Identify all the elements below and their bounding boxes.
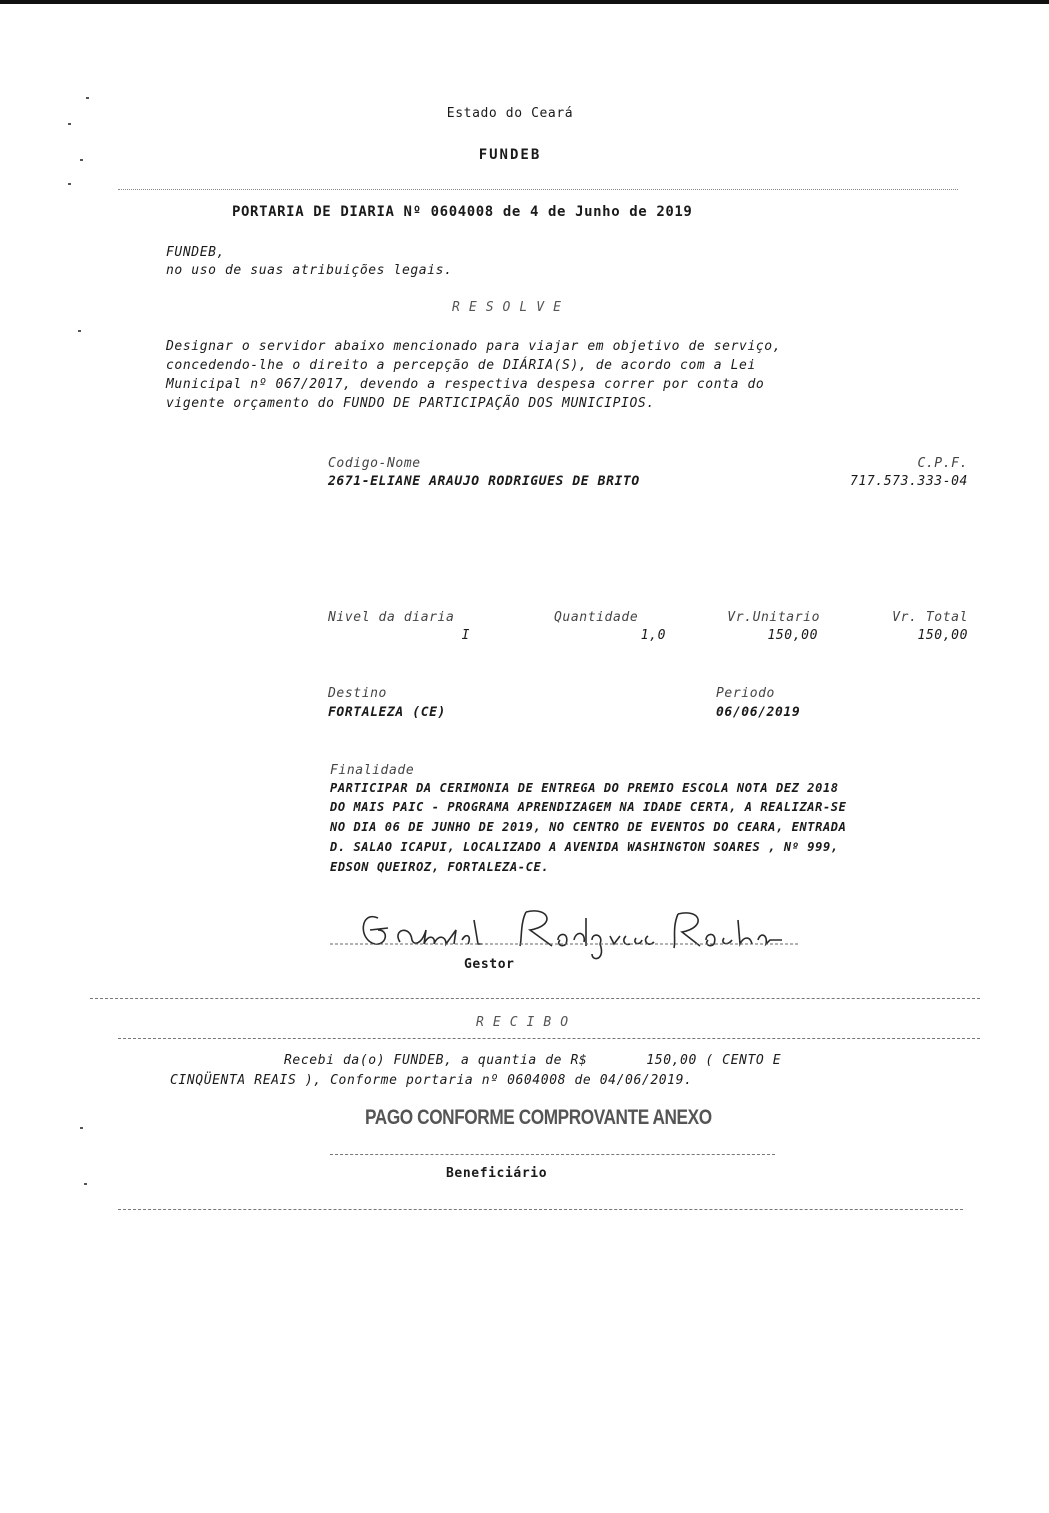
destination-label: Destino: [328, 686, 387, 701]
destination-value: FORTALEZA (CE): [328, 705, 446, 720]
period-label: Periodo: [716, 686, 775, 701]
body-line: Municipal nº 067/2017, devendo a respectiva despesa correr por conta do: [166, 377, 765, 392]
code-name-label: Codigo-Nome: [328, 456, 421, 471]
scan-speck: [80, 1127, 83, 1129]
document-title: PORTARIA DE DIARIA Nº 0604008 de 4 de Junho de 2019: [232, 204, 693, 220]
body-line: Designar o servidor abaixo mencionado para viajar em objetivo de serviço,: [166, 339, 782, 354]
servant-cpf: 717.573.333-04: [850, 474, 968, 489]
state-heading: Estado do Ceará: [446, 106, 574, 121]
attributions-line: no uso de suas atribuições legais.: [166, 263, 453, 278]
purpose-line: NO DIA 06 DE JUNHO DE 2019, NO CENTRO DE EVENTOS DO CEARA, ENTRADA: [330, 820, 847, 834]
servant-code-name: 2671-ELIANE ARAUJO RODRIGUES DE BRITO: [328, 474, 640, 489]
receipt-line: Recebi da(o) FUNDEB, a quantia de R$ 150,00 ( CENTO E: [284, 1053, 782, 1068]
quantity-label: Quantidade: [554, 610, 639, 625]
scan-speck: [68, 123, 71, 125]
total-value: 150,00: [917, 628, 968, 643]
quantity-value: 1,0: [640, 628, 666, 643]
purpose-line: D. SALAO ICAPUI, LOCALIZADO A AVENIDA WASHINGTON SOARES , Nº 999,: [330, 840, 839, 854]
beneficiary-label: Beneficiário: [446, 1166, 548, 1181]
purpose-line: DO MAIS PAIC - PROGRAMA APRENDIZAGEM NA IDADE CERTA, A REALIZAR-SE: [330, 800, 847, 814]
beneficiary-signature-line: [330, 1154, 775, 1155]
receipt-line: CINQÜENTA REAIS ), Conforme portaria nº 0604008 de 04/06/2019.: [170, 1073, 693, 1088]
body-line: vigente orçamento do FUNDO DE PARTICIPAÇÃO DOS MUNICIPIOS.: [166, 396, 655, 411]
level-value: I: [461, 628, 470, 643]
purpose-label: Finalidade: [330, 763, 415, 778]
handwritten-signature: [330, 900, 800, 970]
cpf-label: C.P.F.: [917, 456, 968, 471]
issuer-line: FUNDEB,: [166, 245, 225, 260]
body-line: concedendo-lhe o direito a percepção de DIÁRIA(S), de acordo com a Lei: [166, 358, 756, 373]
period-value: 06/06/2019: [716, 705, 801, 720]
purpose-line: EDSON QUEIROZ, FORTALEZA-CE.: [330, 860, 550, 874]
fund-heading: FUNDEB: [478, 147, 542, 163]
scan-speck: [78, 330, 81, 332]
receipt-heading: R E C I B O: [476, 1015, 569, 1030]
header-divider: [118, 189, 958, 190]
scan-speck: [68, 183, 71, 185]
receipt-divider-top: [90, 998, 980, 999]
unit-price-label: Vr.Unitario: [727, 610, 820, 625]
resolve-heading: R E S O L V E: [452, 300, 562, 315]
scan-speck: [84, 1183, 87, 1185]
scan-top-edge: [0, 0, 1049, 4]
scan-speck: [86, 97, 89, 99]
purpose-line: PARTICIPAR DA CERIMONIA DE ENTREGA DO PREMIO ESCOLA NOTA DEZ 2018: [330, 781, 839, 795]
total-label: Vr. Total: [892, 610, 968, 625]
receipt-divider: [118, 1038, 980, 1039]
level-label: Nivel da diaria: [328, 610, 455, 625]
unit-price-value: 150,00: [767, 628, 818, 643]
signature-role: Gestor: [464, 957, 515, 972]
scan-speck: [80, 159, 83, 161]
receipt-divider-bottom: [118, 1209, 963, 1210]
paid-stamp: PAGO CONFORME COMPROVANTE ANEXO: [365, 1106, 712, 1129]
